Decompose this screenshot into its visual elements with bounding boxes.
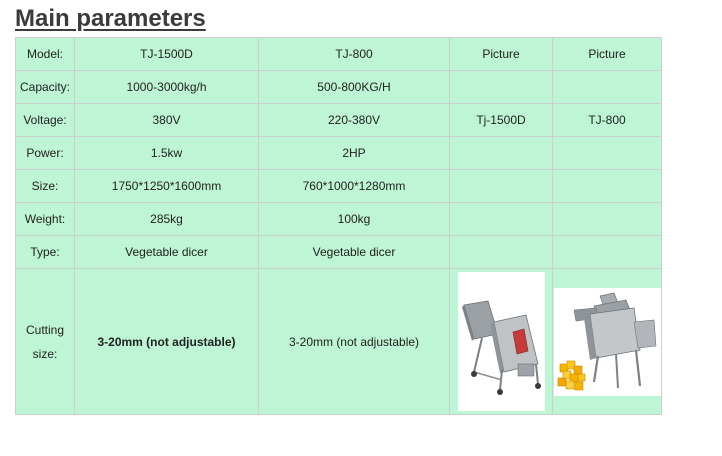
row-label-weight: Weight: [16, 203, 75, 236]
table-row-power [16, 137, 662, 170]
size-b: 760*1000*1280mm [259, 170, 450, 203]
type-picture-b [553, 236, 662, 269]
power-picture-a [450, 137, 553, 170]
picture-a-caption: Tj-1500D [450, 104, 553, 137]
vegetable-dicer-tj1500d-photo [458, 272, 545, 411]
model-a-name: TJ-1500D [75, 38, 259, 71]
table-row-voltage [16, 104, 662, 137]
cutting-size-a: 3-20mm (not adjustable) [75, 269, 259, 415]
table-row-size [16, 170, 662, 203]
row-label-capacity: Capacity: [16, 71, 75, 104]
table-row-type [16, 236, 662, 269]
table-row-capacity [16, 71, 662, 104]
type-b: Vegetable dicer [259, 236, 450, 269]
weight-picture-b [553, 203, 662, 236]
size-picture-b [553, 170, 662, 203]
table-row-weight [16, 203, 662, 236]
vegetable-dicer-tj800-photo [554, 288, 661, 396]
size-picture-a [450, 170, 553, 203]
row-label-size: Size: [16, 170, 75, 203]
row-label-voltage: Voltage: [16, 104, 75, 137]
picture-b-cell [553, 269, 662, 415]
power-a: 1.5kw [75, 137, 259, 170]
picture-b-caption: TJ-800 [553, 104, 662, 137]
voltage-b: 220-380V [259, 104, 450, 137]
power-b: 2HP [259, 137, 450, 170]
capacity-picture-a [450, 71, 553, 104]
cutting-label-line2: size: [32, 346, 58, 361]
parameters-table [15, 37, 662, 415]
weight-b: 100kg [259, 203, 450, 236]
size-a: 1750*1250*1600mm [75, 170, 259, 203]
capacity-a: 1000-3000kg/h [75, 71, 259, 104]
section-title: Main parameters [15, 5, 206, 32]
cutting-label-line1: Cutting [25, 322, 65, 337]
row-label-model: Model: [16, 38, 75, 71]
capacity-picture-b [553, 71, 662, 104]
row-label-type: Type: [16, 236, 75, 269]
weight-picture-a [450, 203, 553, 236]
table-row-model [16, 38, 662, 71]
power-picture-b [553, 137, 662, 170]
type-a: Vegetable dicer [75, 236, 259, 269]
capacity-b: 500-800KG/H [259, 71, 450, 104]
cutting-size-b: 3-20mm (not adjustable) [259, 269, 450, 415]
row-label-power: Power: [16, 137, 75, 170]
weight-a: 285kg [75, 203, 259, 236]
voltage-a: 380V [75, 104, 259, 137]
type-picture-a [450, 236, 553, 269]
table-row-cutting-size [16, 269, 662, 415]
picture-a-cell [450, 269, 553, 415]
model-b-name: TJ-800 [259, 38, 450, 71]
row-label-cutting-size [16, 269, 75, 415]
picture-a-header: Picture [450, 38, 553, 71]
picture-b-header: Picture [553, 38, 662, 71]
